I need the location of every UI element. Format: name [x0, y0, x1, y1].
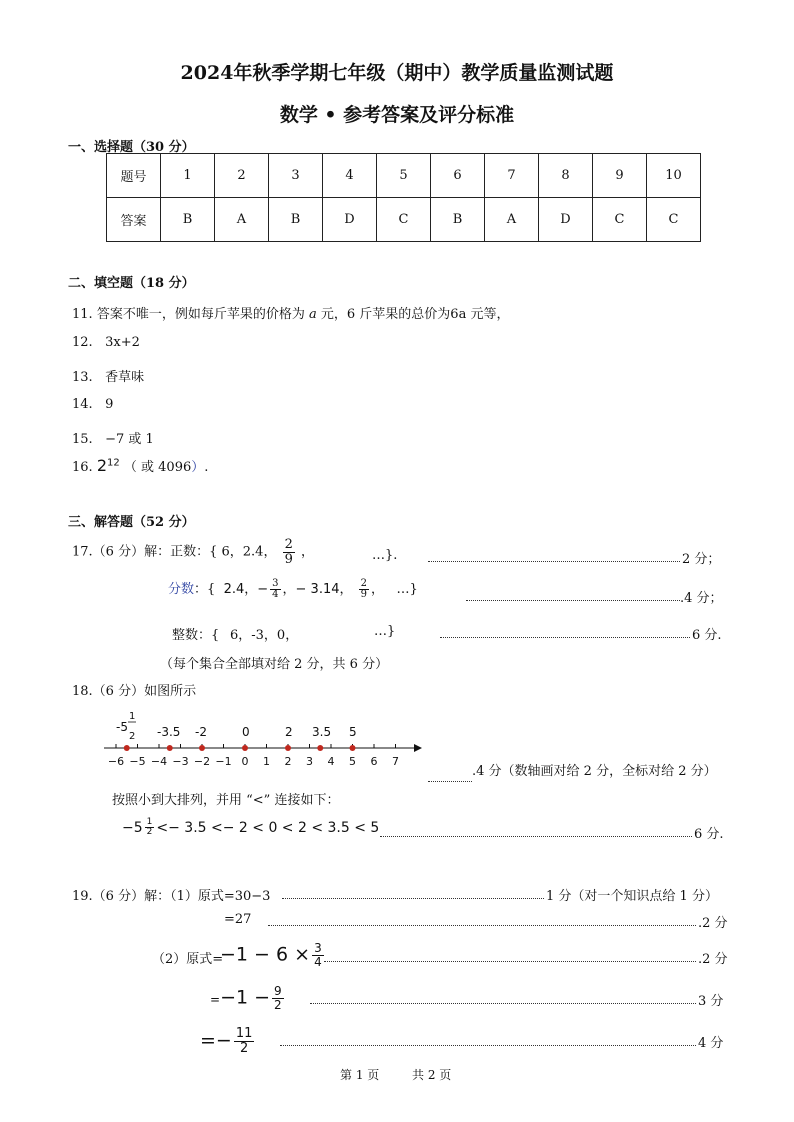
score: 2 分；: [682, 552, 721, 567]
table-row: [107, 198, 701, 242]
dotted-leader: [280, 1045, 696, 1046]
q17-positive-items: 6，2.4，: [221, 544, 277, 560]
number-point: [350, 745, 356, 751]
score: .4 分（数轴画对给 2 分，全标对给 2 分）: [472, 764, 717, 779]
table-cell: 3: [269, 154, 323, 198]
score: 6 分.: [694, 827, 724, 842]
q11-variable: a: [308, 307, 317, 322]
q16-alt: （ 或 4096: [123, 460, 192, 475]
q19-part2-lead: （2）原式=: [152, 952, 224, 967]
dotted-leader: [466, 600, 680, 601]
table-cell: 8: [539, 154, 593, 198]
row-label: 题号: [107, 154, 161, 198]
axis-arrow: [414, 744, 422, 752]
fraction: $\frac{1}{2}$: [146, 817, 153, 838]
q19-part2-expr: [220, 942, 326, 968]
tick-label: −1: [215, 755, 232, 768]
dotted-leader: [310, 1003, 696, 1004]
tick-label: 2: [284, 755, 292, 768]
number-point: [199, 745, 205, 751]
q17-fraction-line: [168, 578, 418, 601]
table-cell: D: [323, 198, 377, 242]
ineq-start: −5: [122, 819, 143, 836]
table-cell: 4: [323, 154, 377, 198]
section-2-title: 二、填空题（18 分）: [68, 276, 195, 291]
table-cell: 9: [593, 154, 647, 198]
q12-line: [72, 335, 140, 350]
q-number: 14.: [72, 397, 93, 412]
q16-paren: ）: [191, 460, 205, 475]
point-label-neg2: -2: [195, 725, 207, 739]
q15-answer: −7 或 1: [105, 432, 154, 447]
fraction-label: 分数: [168, 582, 195, 597]
point-label-neg5.5-num: 1: [129, 711, 136, 722]
dotted-leader: [380, 836, 692, 837]
q11-line: [72, 303, 509, 322]
dotted-leader: [428, 781, 472, 782]
fraction: $\frac{9}{2}$: [274, 984, 282, 1012]
table-row: [107, 154, 701, 198]
score: 1 分（对一个知识点给 1 分）: [546, 889, 718, 904]
table-cell: 7: [485, 154, 539, 198]
fraction: $\frac{3}{4}$: [272, 577, 279, 600]
q16-line: [72, 456, 208, 475]
ellipsis: …}: [396, 582, 418, 597]
table-cell: C: [377, 198, 431, 242]
number-point: [317, 745, 323, 751]
tick-label: −4: [150, 755, 168, 768]
item: ，− 3.14，: [282, 582, 353, 597]
page-total: 共 2 页: [412, 1068, 452, 1082]
table-cell: A: [485, 198, 539, 242]
number-line-figure: [100, 706, 430, 778]
point-label-neg5.5-den: 2: [129, 731, 136, 742]
table-cell: B: [431, 198, 485, 242]
q19-line-1: 19.（6 分）解：（1）原式=30−3: [72, 889, 271, 904]
dotted-leader: [440, 637, 690, 638]
table-cell: 10: [647, 154, 701, 198]
score: 4 分: [698, 1036, 724, 1051]
point-label-neg5.5-int: -5: [116, 720, 128, 734]
fraction: $\frac{3}{4}$: [314, 941, 322, 969]
q11-text-a: 答案不唯一，例如每斤苹果的价格为: [96, 307, 305, 322]
table-cell: 1: [161, 154, 215, 198]
q13-answer: 香草味: [105, 370, 145, 385]
number-point: [167, 745, 173, 751]
score: .4 分；: [680, 591, 723, 606]
q18-lead: 18.（6 分）如图所示: [72, 684, 197, 699]
q-number: 13.: [72, 370, 93, 385]
score: 6 分.: [692, 628, 722, 643]
doc-subtitle: 数学 • 参考答案及评分标准: [279, 104, 515, 126]
q17-integer-items: 6，-3，0，: [230, 628, 299, 643]
tick-label: −6: [107, 755, 125, 768]
tick-label: 4: [327, 755, 335, 768]
tick-label: −3: [172, 755, 189, 768]
answer-table: [106, 153, 701, 242]
q11-text-d: 元等，: [470, 307, 510, 322]
q18-inequality: [122, 818, 379, 838]
table-cell: A: [215, 198, 269, 242]
item: 2.4，: [223, 582, 258, 597]
number-point: [285, 745, 291, 751]
tick-label: 5: [349, 755, 356, 768]
q11-text-b: 元，6 斤苹果的总价为: [320, 307, 451, 322]
q-number: 11.: [72, 307, 93, 322]
ellipsis: …}: [374, 624, 396, 639]
ellipsis: …}.: [372, 548, 398, 563]
doc-title: 2024年秋季学期七年级（期中）教学质量监测试题: [180, 62, 614, 84]
fraction: $\frac{11}{2}$: [235, 1026, 253, 1056]
q18-order-text: 按照小到大排列，并用 “<” 连接如下：: [112, 793, 340, 808]
q14-line: [72, 397, 113, 412]
page-number: 第 1 页: [340, 1068, 380, 1082]
tick-label: 7: [392, 755, 399, 768]
ineq-rest: <− 3.5 <− 2 < 0 < 2 < 3.5 < 5: [156, 819, 380, 836]
point-label-2: 2: [285, 725, 293, 739]
q17-positive-line: [72, 538, 314, 566]
expr: −1 −: [220, 986, 271, 1009]
q17-integer-label: 整数：{: [172, 628, 220, 643]
table-cell: 5: [377, 154, 431, 198]
score: .2 分: [698, 952, 728, 967]
q16-exponent: 12: [107, 457, 120, 469]
table-cell: 6: [431, 154, 485, 198]
tick-label: 0: [241, 755, 249, 768]
q12-answer: 3x+2: [105, 335, 140, 350]
score: .2 分: [698, 916, 728, 931]
table-cell: B: [269, 198, 323, 242]
section-1-title: 一、选择题（30 分）: [68, 140, 195, 155]
minus: −: [257, 582, 269, 597]
dotted-leader: [324, 961, 696, 962]
q19-part2-result: [200, 1027, 256, 1055]
tick-label: −5: [129, 755, 146, 768]
dotted-leader: [282, 898, 544, 899]
number-point: [242, 745, 248, 751]
q19-line-2: =27: [224, 912, 252, 927]
tick-label: −2: [193, 755, 211, 768]
section-3-title: 三、解答题（52 分）: [68, 515, 195, 530]
point-label-5: 5: [349, 725, 357, 739]
table-cell: D: [539, 198, 593, 242]
dotted-leader: [428, 561, 680, 562]
q15-line: [72, 428, 154, 447]
tick-label: 1: [263, 755, 270, 768]
comma: ，: [371, 582, 385, 597]
q-number: 12.: [72, 335, 93, 350]
q13-line: [72, 366, 144, 385]
table-cell: C: [647, 198, 701, 242]
q-number: 15.: [72, 432, 93, 447]
q16-base: 2: [96, 456, 108, 475]
number-point: [124, 745, 130, 751]
point-label-0: 0: [242, 725, 250, 739]
q19-part2-step: [210, 985, 286, 1011]
dotted-leader: [268, 925, 696, 926]
tick-label: 3: [306, 755, 313, 768]
score: 3 分: [698, 994, 724, 1009]
point-label-neg3.5: -3.5: [157, 725, 181, 739]
expr: −1 − 6 ×: [220, 943, 311, 966]
point-label-3.5: 3.5: [312, 725, 332, 739]
table-cell: C: [593, 198, 647, 242]
tick-label: 6: [370, 755, 378, 768]
expr: =−: [200, 1029, 232, 1052]
fraction: $\frac{2}{9}$: [360, 577, 368, 600]
comma: ，: [301, 544, 315, 560]
q-number: 16.: [72, 460, 93, 475]
row-label: 答案: [107, 198, 161, 242]
q11-expr: 6a: [450, 307, 467, 322]
table-cell: B: [161, 198, 215, 242]
q16-end: .: [204, 460, 209, 475]
brace: ：{: [194, 582, 216, 597]
q17-note: （每个集合全部填对给 2 分，共 6 分）: [160, 657, 389, 672]
fraction: $\frac{2}{9}$: [284, 537, 293, 567]
q14-answer: 9: [105, 397, 114, 412]
q17-lead: 17.（6 分）解：正数：{: [72, 544, 218, 560]
table-cell: 2: [215, 154, 269, 198]
equals: =: [210, 992, 221, 1007]
